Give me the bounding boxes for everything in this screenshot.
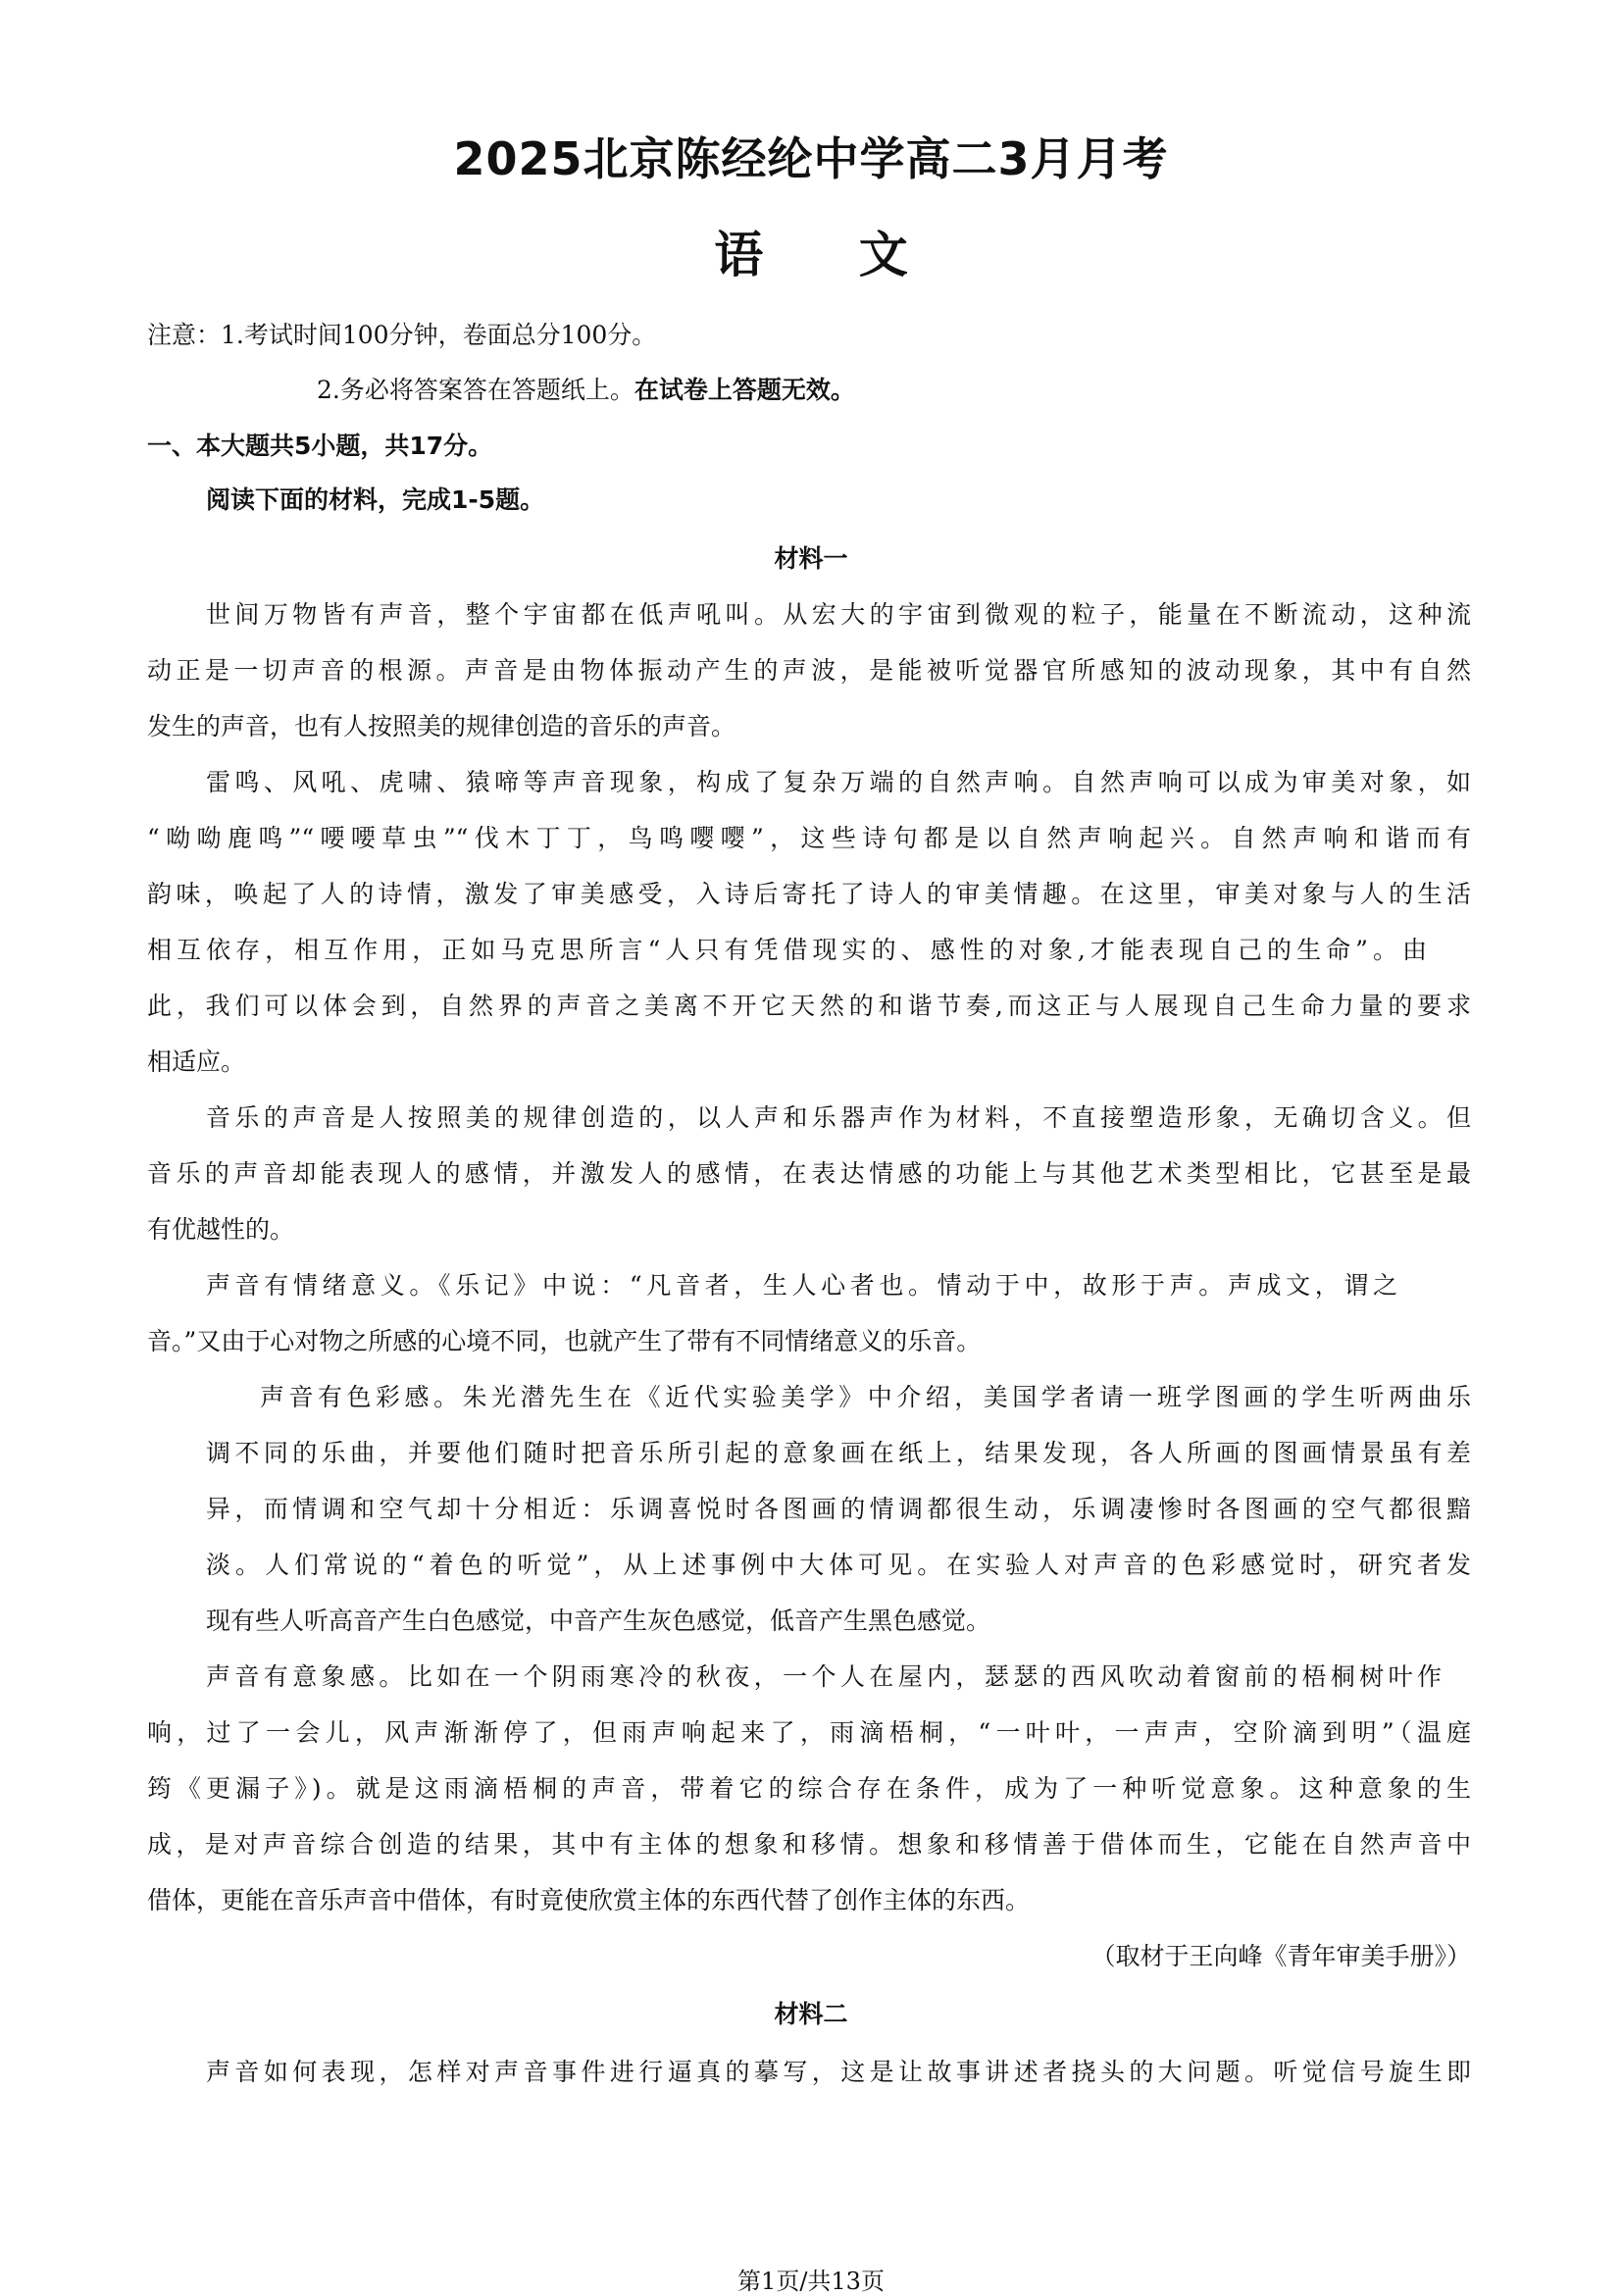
material1-line: 有优越性的。 — [147, 1215, 295, 1244]
material1-line: 相互依存，相互作用，正如马克思所言“人只有凭借现实的、感性的对象,才能表现自己的生命”。由 — [147, 936, 1427, 964]
material1-line: 淡。人们常说的“着色的听觉”，从上述事例中大体可见。在实验人对声音的色彩感觉时，研究者发 — [206, 1551, 1471, 1579]
material1-line: 成，是对声音综合创造的结果，其中有主体的想象和移情。想象和移情善于借体而生，它能在自然声音中 — [147, 1830, 1471, 1859]
material1-line: 声音有情绪意义。《乐记》中说：“凡音者，生人心者也。情动于中，故形于声。声成文，谓之 — [206, 1271, 1397, 1300]
material2-line: 声音如何表现，怎样对声音事件进行逼真的摹写，这是让故事讲述者挠头的大问题。听觉信号旋生即 — [206, 2058, 1471, 2086]
note-2 — [317, 371, 855, 410]
material1-line: 筠《更漏子》)。就是这雨滴梧桐的声音，带着它的综合存在条件，成为了一种听觉意象。这种意象的生 — [147, 1774, 1471, 1803]
page-number: 第1页/共13页 — [737, 2268, 885, 2295]
material1-line: 调不同的乐曲，并要他们随时把音乐所引起的意象画在纸上，结果发现，各人所画的图画情景虽有差 — [206, 1439, 1471, 1467]
material1-line: 世间万物皆有声音，整个宇宙都在低声吼叫。从宏大的宇宙到微观的粒子，能量在不断流动，这种流 — [206, 600, 1471, 629]
material1-line: 相适应。 — [147, 1047, 246, 1076]
material1-line: 音乐的声音是人按照美的规律创造的，以人声和乐器声作为材料，不直接塑造形象，无确切含义。但 — [206, 1103, 1471, 1132]
note-1: 注意：1.考试时间100分钟，卷面总分100分。 — [147, 321, 657, 349]
material1-line: 现有些人听高音产生白色感觉，中音产生灰色感觉，低音产生黑色感觉。 — [206, 1607, 991, 1635]
material1-line: “呦呦鹿鸣”“喓喓草虫”“伐木丁丁，鸟鸣嘤嘤”，这些诗句都是以自然声响起兴。自然声响和谐而有 — [147, 824, 1471, 852]
note-2-normal: 2.务必将答案答在答题纸上。 — [317, 376, 634, 404]
exam-title: 2025北京陈经纶中学高二3月月考 — [453, 132, 1169, 185]
material1-line: 动正是一切声音的根源。声音是由物体振动产生的声波，是能被听觉器官所感知的波动现象，其中有自然 — [147, 656, 1471, 685]
material1-source: （取材于王向峰《青年审美手册》） — [1090, 1942, 1471, 1970]
material1-line: 声音有色彩感。朱光潜先生在《近代实验美学》中介绍，美国学者请一班学图画的学生听两曲乐 — [260, 1383, 1471, 1411]
subject-title: 语 文 — [714, 227, 908, 283]
material1-line: 异，而情调和空气却十分相近：乐调喜悦时各图画的情调都很生动，乐调凄惨时各图画的空气都很黯 — [206, 1495, 1471, 1523]
material1-line: 发生的声音，也有人按照美的规律创造的音乐的声音。 — [147, 712, 736, 740]
material1-line: 韵味，唤起了人的诗情，激发了审美感受，入诗后寄托了诗人的审美情趣。在这里，审美对象与人的生活 — [147, 880, 1471, 908]
material1-line: 雷鸣、风吼、虎啸、猿啼等声音现象，构成了复杂万端的自然声响。自然声响可以成为审美对象，如 — [206, 768, 1471, 796]
material1-line: 响，过了一会儿，风声渐渐停了，但雨声响起来了，雨滴梧桐，“一叶叶，一声声，空阶滴到明”（温庭 — [147, 1718, 1471, 1747]
section-heading: 一、本大题共5小题，共17分。 — [147, 432, 493, 460]
material1-line: 声音有意象感。比如在一个阴雨寒冷的秋夜，一个人在屋内，瑟瑟的西风吹动着窗前的梧桐树叶作 — [206, 1662, 1442, 1691]
material2-title: 材料二 — [774, 2000, 848, 2028]
section-instruction: 阅读下面的材料，完成1-5题。 — [206, 485, 545, 514]
note-2-bold: 在试卷上答题无效。 — [634, 376, 855, 404]
material1-line: 此，我们可以体会到，自然界的声音之美离不开它天然的和谐节奏,而这正与人展现自己生命力量的要求 — [147, 992, 1471, 1020]
material1-line: 音乐的声音却能表现人的感情，并激发人的感情，在表达情感的功能上与其他艺术类型相比，它甚至是最 — [147, 1159, 1471, 1188]
material1-line: 借体，更能在音乐声音中借体，有时竟使欣赏主体的东西代替了创作主体的东西。 — [147, 1886, 1031, 1914]
material1-title: 材料一 — [774, 544, 848, 573]
material1-line: 音。”又由于心对物之所感的心境不同，也就产生了带有不同情绪意义的乐音。 — [147, 1327, 982, 1355]
